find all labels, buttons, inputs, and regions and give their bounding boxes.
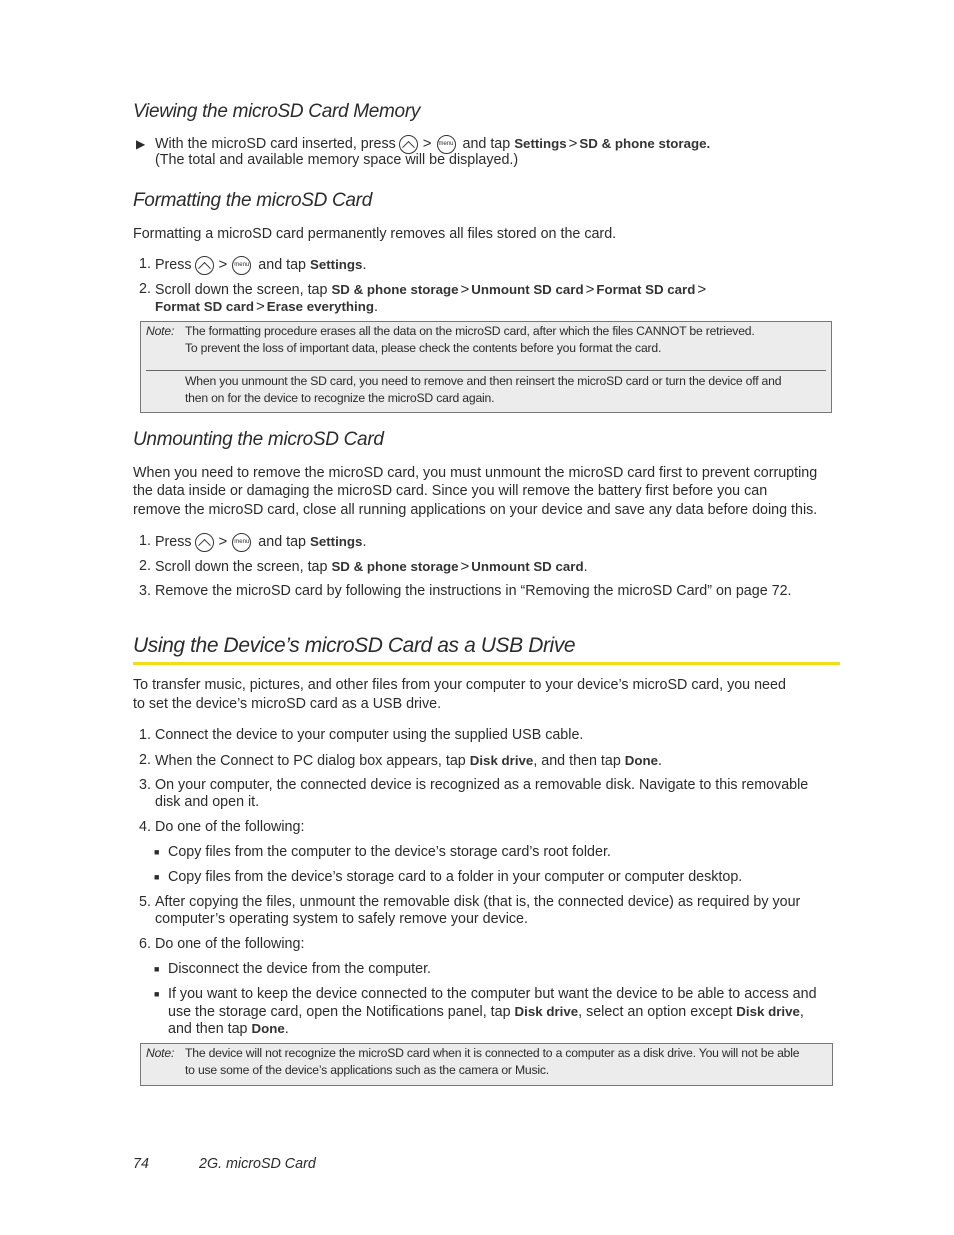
home-icon bbox=[195, 256, 214, 275]
square-bullet-icon: ■ bbox=[154, 989, 160, 999]
square-bullet-icon: ■ bbox=[154, 847, 160, 857]
note-text: When you unmount the SD card, you need to remove and then reinsert the microSD card or turn the device off and bbox=[185, 374, 782, 388]
step-number: 6. bbox=[139, 936, 151, 952]
formatting-step-2-cont: Format SD card > Erase everything. bbox=[155, 298, 378, 315]
unmounting-step-3: Remove the microSD card by following the instructions in “Removing the microSD Card” on page 72. bbox=[155, 583, 792, 599]
step-number: 2. bbox=[139, 281, 151, 297]
unmounting-intro: remove the microSD card, close all running applications on your device and save any data before doing this. bbox=[133, 502, 818, 518]
formatting-step-2: Scroll down the screen, tap SD & phone storage > Unmount SD card > Format SD card > bbox=[155, 281, 707, 298]
step-number: 5. bbox=[139, 894, 151, 910]
unmounting-intro: When you need to remove the microSD card, you must unmount the microSD card first to prevent corrupting bbox=[133, 465, 818, 481]
note-text: The formatting procedure erases all the data on the microSD card, after which the files CANNOT be retrieved. bbox=[185, 324, 755, 338]
page-number: 74 bbox=[133, 1156, 149, 1172]
square-bullet-icon: ■ bbox=[154, 964, 160, 974]
usb-step-3: On your computer, the connected device is recognized as a removable disk. Navigate to this removable bbox=[155, 777, 809, 793]
usb-step-3-cont: disk and open it. bbox=[155, 794, 260, 810]
step-number: 4. bbox=[139, 819, 151, 835]
step-number: 1. bbox=[139, 256, 151, 272]
usb-step-6-option-b: If you want to keep the device connected to the computer but want the device to be able to access and bbox=[168, 986, 817, 1002]
usb-intro: To transfer music, pictures, and other files from your computer to your device’s microSD card, you need bbox=[133, 677, 786, 693]
step-number: 2. bbox=[139, 752, 151, 768]
step-number: 3. bbox=[139, 583, 151, 599]
note-text: to use some of the device’s applications such as the camera or Music. bbox=[185, 1063, 549, 1077]
section-title: 2G. microSD Card bbox=[199, 1156, 316, 1172]
usb-step-6-option-a: Disconnect the device from the computer. bbox=[168, 961, 432, 977]
square-bullet-icon: ■ bbox=[154, 872, 160, 882]
arrow-bullet-icon: ▶ bbox=[136, 137, 146, 151]
note-text: then on for the device to recognize the microSD card again. bbox=[185, 391, 495, 405]
step-number: 2. bbox=[139, 558, 151, 574]
note-text: To prevent the loss of important data, please check the contents before you format the card. bbox=[185, 341, 662, 355]
step-number: 1. bbox=[139, 727, 151, 743]
heading-viewing: Viewing the microSD Card Memory bbox=[133, 101, 421, 122]
usb-step-5: After copying the files, unmount the removable disk (that is, the connected device) as required by your bbox=[155, 894, 801, 910]
heading-usb-drive: Using the Device’s microSD Card as a USB Drive bbox=[133, 634, 576, 657]
unmounting-intro: the data inside or damaging the microSD card. Since you will remove the battery first before you can bbox=[133, 483, 768, 499]
usb-step-1: Connect the device to your computer using the supplied USB cable. bbox=[155, 727, 584, 743]
usb-step-5-cont: computer’s operating system to safely remove your device. bbox=[155, 911, 528, 927]
usb-step-4: Do one of the following: bbox=[155, 819, 305, 835]
menu-icon: menu bbox=[232, 533, 251, 552]
usb-step-2: When the Connect to PC dialog box appears, tap Disk drive, and then tap Done. bbox=[155, 753, 662, 769]
viewing-instruction: With the microSD card inserted, press > menu and tap Settings > SD & phone storage. bbox=[155, 135, 711, 152]
note-label: Note: bbox=[146, 1046, 175, 1060]
usb-step-6: Do one of the following: bbox=[155, 936, 305, 952]
note-divider bbox=[146, 370, 826, 371]
menu-icon: menu bbox=[232, 256, 251, 275]
note-label: Note: bbox=[146, 324, 175, 338]
formatting-note-box bbox=[140, 321, 832, 413]
unmounting-step-2: Scroll down the screen, tap SD & phone storage > Unmount SD card. bbox=[155, 558, 588, 575]
note-text: The device will not recognize the microSD card when it is connected to a computer as a disk drive. You will not be able bbox=[185, 1046, 800, 1060]
usb-intro: to set the device’s microSD card as a USB drive. bbox=[133, 696, 442, 712]
usb-step-4-option-a: Copy files from the computer to the device’s storage card’s root folder. bbox=[168, 844, 611, 860]
usb-step-4-option-b: Copy files from the device’s storage card to a folder in your computer or computer desktop. bbox=[168, 869, 743, 885]
home-icon bbox=[195, 533, 214, 552]
unmounting-step-1: Press > menu and tap Settings. bbox=[155, 533, 367, 550]
usb-step-6-option-b-cont: use the storage card, open the Notifications panel, tap Disk drive, select an option except Disk drive, bbox=[168, 1004, 804, 1020]
step-number: 3. bbox=[139, 777, 151, 793]
heading-rule bbox=[133, 662, 840, 665]
usb-note-box bbox=[140, 1043, 833, 1086]
formatting-intro: Formatting a microSD card permanently removes all files stored on the card. bbox=[133, 226, 617, 242]
menu-icon: menu bbox=[437, 135, 456, 154]
formatting-step-1: Press > menu and tap Settings. bbox=[155, 256, 367, 273]
viewing-note-text: (The total and available memory space will be displayed.) bbox=[155, 152, 519, 168]
usb-step-6-option-b-cont: and then tap Done. bbox=[168, 1021, 289, 1037]
heading-unmounting: Unmounting the microSD Card bbox=[133, 429, 384, 450]
step-number: 1. bbox=[139, 533, 151, 549]
heading-formatting: Formatting the microSD Card bbox=[133, 190, 372, 211]
